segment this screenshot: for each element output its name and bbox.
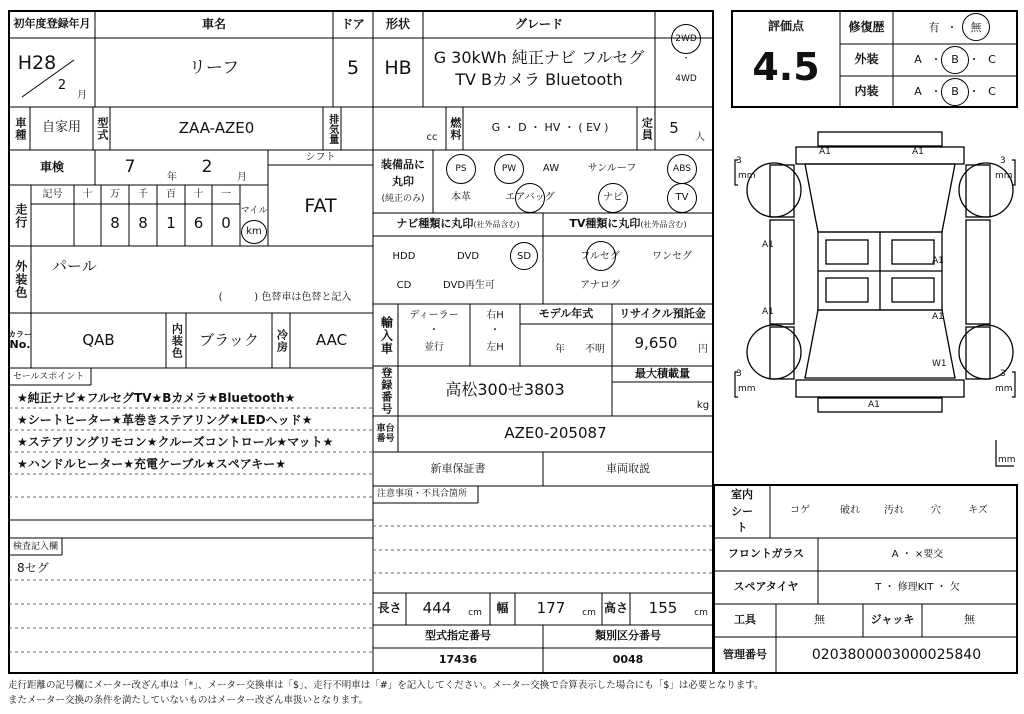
equip-abs: ABS — [673, 163, 691, 174]
height-value: 155 — [648, 599, 678, 618]
mile-unit: マイル — [240, 205, 268, 216]
damage-mark-wheel: W1 — [932, 359, 947, 369]
management-number-label: 管理番号 — [723, 647, 767, 661]
sales-point-line-2: ★シートヒーター★革巻きステアリング★LEDヘッド★ — [17, 413, 313, 427]
equipment-label-2: 丸印 — [392, 174, 414, 188]
max-load-label: 最大積載量 — [635, 366, 690, 380]
tools-label: 工具 — [734, 613, 756, 627]
owner-manual: 車両取説 — [606, 461, 650, 475]
model-year-unknown: 不明 — [585, 344, 605, 356]
reg-month: 2 — [57, 77, 67, 93]
seat-burn: コゲ — [790, 505, 810, 517]
damage-mark-left-rear: A1 — [762, 307, 774, 317]
new-car-warranty: 新車保証書 — [430, 461, 486, 475]
digit-label-5: 一 — [221, 189, 231, 201]
equip-pw: PW — [501, 163, 517, 174]
usage: 自家用 — [41, 120, 81, 136]
exterior-label: 外装 — [854, 52, 879, 67]
interior-color: ブラック — [199, 330, 259, 349]
digit-label-0: 十 — [82, 189, 93, 201]
nav-cd: CD — [396, 280, 412, 292]
capacity-unit: 人 — [695, 132, 705, 144]
inspector-notes-label: 検査記入欄 — [13, 541, 59, 552]
equipment-label-3: (純正のみ) — [381, 193, 425, 204]
interior-grade-b: B — [951, 84, 959, 98]
drive-2wd: 2WD — [675, 33, 697, 44]
seat-hole: 穴 — [931, 505, 941, 517]
exterior-grade-b: B — [951, 52, 959, 66]
rating-score: 4.5 — [752, 45, 820, 90]
body-shape: HB — [384, 57, 412, 80]
inspector-notes-text: 8セグ — [17, 561, 49, 576]
interior-grade-c: C — [988, 84, 996, 98]
import-parallel: 並行 — [424, 342, 444, 354]
sign-label: 記号 — [42, 189, 63, 201]
model-label: 型式 — [95, 116, 109, 141]
windshield-label: フロントガラス — [727, 547, 805, 561]
fuel-types: G ・ D ・ HV ・ ( EV ) — [491, 121, 609, 135]
tv-type-title: TV種類に丸印 (社外品含む) — [569, 217, 687, 231]
recycle-fee: 9,650 — [634, 334, 678, 353]
drive-dot: ・ — [681, 53, 691, 64]
height-label: 高さ — [603, 601, 628, 616]
mileage-digit-5: 0 — [221, 214, 231, 233]
fuel-label: 燃料 — [448, 116, 462, 141]
chassis-label: 車台番号 — [376, 424, 395, 444]
spare-tire-label: スペアタイヤ — [733, 580, 799, 594]
digit-label-3: 百 — [166, 189, 176, 201]
shift-label: シフト — [305, 151, 336, 163]
capacity-label: 定員 — [640, 116, 654, 141]
height-unit: cm — [694, 607, 708, 618]
sales-point-line-4: ★ハンドルヒーター★充電ケーブル★スペアキー★ — [17, 457, 286, 471]
tread-unit-rr: mm — [995, 384, 1013, 394]
spare-tire-options: T ・ 修理KIT ・ 欠 — [875, 581, 960, 593]
mileage-label: 走行 — [13, 202, 28, 229]
reg-era: H28 — [17, 52, 57, 75]
repair-yes: 有 — [928, 20, 940, 34]
reg-date-label: 初年度登録年月 — [13, 17, 91, 31]
tread-brackets — [735, 160, 1015, 466]
tv-oneseg: ワンセグ — [652, 251, 692, 263]
registration-number: 高松300せ3803 — [445, 379, 565, 399]
door-label: ドア — [341, 16, 365, 31]
category-label: 類別区分番号 — [595, 629, 661, 643]
reg-month-unit: 月 — [77, 90, 87, 102]
repair-dot: ・ — [946, 20, 958, 34]
equip-airbag: エアバッグ — [505, 192, 555, 204]
windshield-options: A ・ ×要交 — [891, 548, 944, 560]
model-year-label: モデル年式 — [538, 306, 594, 320]
shape-label: 形状 — [385, 16, 410, 31]
seat-tear: 破れ — [840, 505, 860, 517]
ac-type: AAC — [315, 330, 348, 349]
sales-point-label: セールスポイント — [13, 371, 85, 382]
damage-mark-front: A1 — [819, 147, 831, 157]
tv-fullseg: フルセグ — [580, 251, 620, 263]
width-label: 幅 — [496, 601, 509, 616]
color-change-note: ( ) 色替車は色替と記入 — [218, 292, 352, 304]
inspection-year-unit: 年 — [167, 172, 177, 184]
tread-depth-rr: 3 — [1000, 369, 1006, 379]
damage-mark-left-front: A1 — [762, 240, 774, 250]
max-load-unit: kg — [696, 400, 710, 412]
footer-note-1: 走行距離の記号欄にメーター改ざん車は「*」、メーター交換車は「$」、走行不明車は「#」を記入してください。メーター交換で合算表示した場合にも「$」は必要となります。 — [8, 680, 764, 692]
length-label: 長さ — [377, 601, 402, 616]
exterior-grade-a: A — [914, 52, 922, 66]
rating-label: 評価点 — [767, 19, 804, 34]
damage-mark-front-right: A1 — [912, 147, 924, 157]
interior-label: 内装 — [854, 83, 879, 98]
car-outline — [747, 132, 1013, 412]
import-dealer: ディーラー — [409, 310, 459, 322]
equip-navi: ナビ — [603, 192, 623, 204]
nav-dvd-playback: DVD再生可 — [442, 280, 496, 292]
tread-depth-fl: 3 — [736, 156, 742, 166]
width-value: 177 — [536, 599, 566, 618]
nav-dvd: DVD — [456, 251, 480, 263]
color-code: QAB — [82, 330, 115, 349]
nav-sd: SD — [516, 251, 532, 263]
digit-label-2: 千 — [138, 189, 148, 201]
width-unit: cm — [582, 607, 596, 618]
ac-label: 冷房 — [275, 328, 289, 353]
tread-depth-fr: 3 — [1000, 156, 1006, 166]
interior-grade-a: A — [914, 84, 922, 98]
grade-line-1: G 30kWh 純正ナビ フルセグ — [433, 47, 645, 67]
footer-note-2: またメーター交換の条件を満たしていないものはメーター改ざん車扱いとなります。 — [8, 695, 369, 707]
door-count: 5 — [346, 57, 360, 80]
damage-mark-rear: A1 — [868, 400, 880, 410]
inspection-label: 車検 — [39, 159, 64, 174]
shift-type: FAT — [304, 195, 337, 218]
tread-depth-rl: 3 — [736, 369, 742, 379]
equip-ps: PS — [455, 163, 467, 174]
mileage-digit-4: 6 — [193, 214, 204, 233]
import-label: 輸入車 — [379, 315, 394, 355]
displacement-unit: cc — [426, 132, 438, 144]
notes-label: 注意事項・不具合箇所 — [377, 489, 468, 500]
inspection-year: 7 — [124, 157, 136, 178]
car-name-label: 車名 — [201, 16, 226, 31]
length-unit: cm — [468, 607, 482, 618]
interior-seat-label: 室内シート — [731, 488, 753, 535]
capacity: 5 — [669, 119, 679, 138]
interior-color-label: 内装色 — [170, 322, 184, 359]
mileage-digit-1: 8 — [110, 214, 120, 233]
registration-label: 登録番号 — [379, 367, 393, 415]
chassis-number: AZE0-205087 — [504, 424, 607, 443]
type-designation-number: 17436 — [438, 653, 478, 667]
nav-type-title: ナビ種類に丸印 (社外品含む) — [396, 217, 520, 231]
import-dot: ・ — [429, 325, 439, 337]
mileage-digit-2: 8 — [138, 214, 148, 233]
steering-right: 右H — [486, 310, 504, 322]
car-type-label: 車種 — [13, 116, 27, 141]
recycle-unit: 円 — [698, 344, 708, 356]
equip-aw: AW — [542, 163, 560, 175]
seat-scratch: キズ — [968, 505, 988, 517]
color-no-label: カラー No. — [8, 330, 32, 352]
type-designation-label: 型式指定番号 — [425, 629, 491, 643]
nav-hdd: HDD — [392, 251, 416, 263]
repair-no: 無 — [970, 20, 982, 34]
interior-grade-dot: ・ — [930, 84, 942, 98]
seat-stain: 汚れ — [884, 505, 904, 517]
displacement-label: 排気量 — [326, 114, 338, 144]
mileage-digit-3: 1 — [166, 214, 176, 233]
tread-unit-fr: mm — [995, 171, 1013, 181]
equip-leather: 本革 — [451, 192, 471, 204]
sales-point-line-1: ★純正ナビ★フルセグTV★Bカメラ★Bluetooth★ — [17, 391, 296, 405]
interior-grade-dot2: ・ — [968, 84, 980, 98]
grade-line-2: TV Bカメラ Bluetooth — [455, 69, 623, 89]
equip-sunroof: サンルーフ — [587, 163, 637, 175]
steering-left: 左H — [486, 342, 504, 354]
jack-label: ジャッキ — [870, 613, 915, 627]
km-unit: km — [246, 226, 262, 238]
exterior-grade-dot2: ・ — [968, 52, 980, 66]
sales-point-line-3: ★ステアリングリモコン★クルーズコントロール★マット★ — [17, 435, 334, 449]
exterior-color-label: 外装色 — [13, 260, 28, 299]
equip-tv: TV — [675, 192, 689, 204]
equipment-label-1: 装備品に — [381, 157, 425, 171]
car-name: リーフ — [188, 58, 240, 79]
length-value: 444 — [422, 599, 452, 618]
recycle-label: リサイクル預託金 — [619, 306, 706, 320]
management-number: 0203800003000025840 — [811, 646, 982, 663]
inspection-month-unit: 月 — [237, 172, 247, 184]
digit-label-1: 万 — [110, 189, 120, 201]
spare-tread-unit: mm — [998, 455, 1016, 465]
exterior-grade-dot: ・ — [930, 52, 942, 66]
jack-value: 無 — [964, 613, 975, 627]
inspection-month: 2 — [201, 157, 213, 178]
drive-4wd: 4WD — [675, 73, 697, 84]
grade-label: グレード — [514, 16, 563, 31]
digit-label-4: 十 — [193, 189, 204, 201]
exterior-grade-c: C — [988, 52, 996, 66]
tread-unit-rl: mm — [738, 384, 756, 394]
tv-analog: アナログ — [580, 280, 620, 292]
model-code: ZAA-AZE0 — [178, 118, 255, 137]
steering-dot: ・ — [490, 325, 500, 337]
exterior-color: パール — [52, 257, 97, 276]
model-year-unit: 年 — [555, 344, 565, 356]
category-number: 0048 — [612, 653, 644, 667]
tools-value: 無 — [814, 613, 825, 627]
tread-unit-fl: mm — [738, 171, 756, 181]
damage-mark-right-rear: A1 — [932, 312, 944, 322]
repair-history-label: 修復歴 — [848, 19, 885, 34]
damage-mark-right-front: A1 — [932, 256, 944, 266]
